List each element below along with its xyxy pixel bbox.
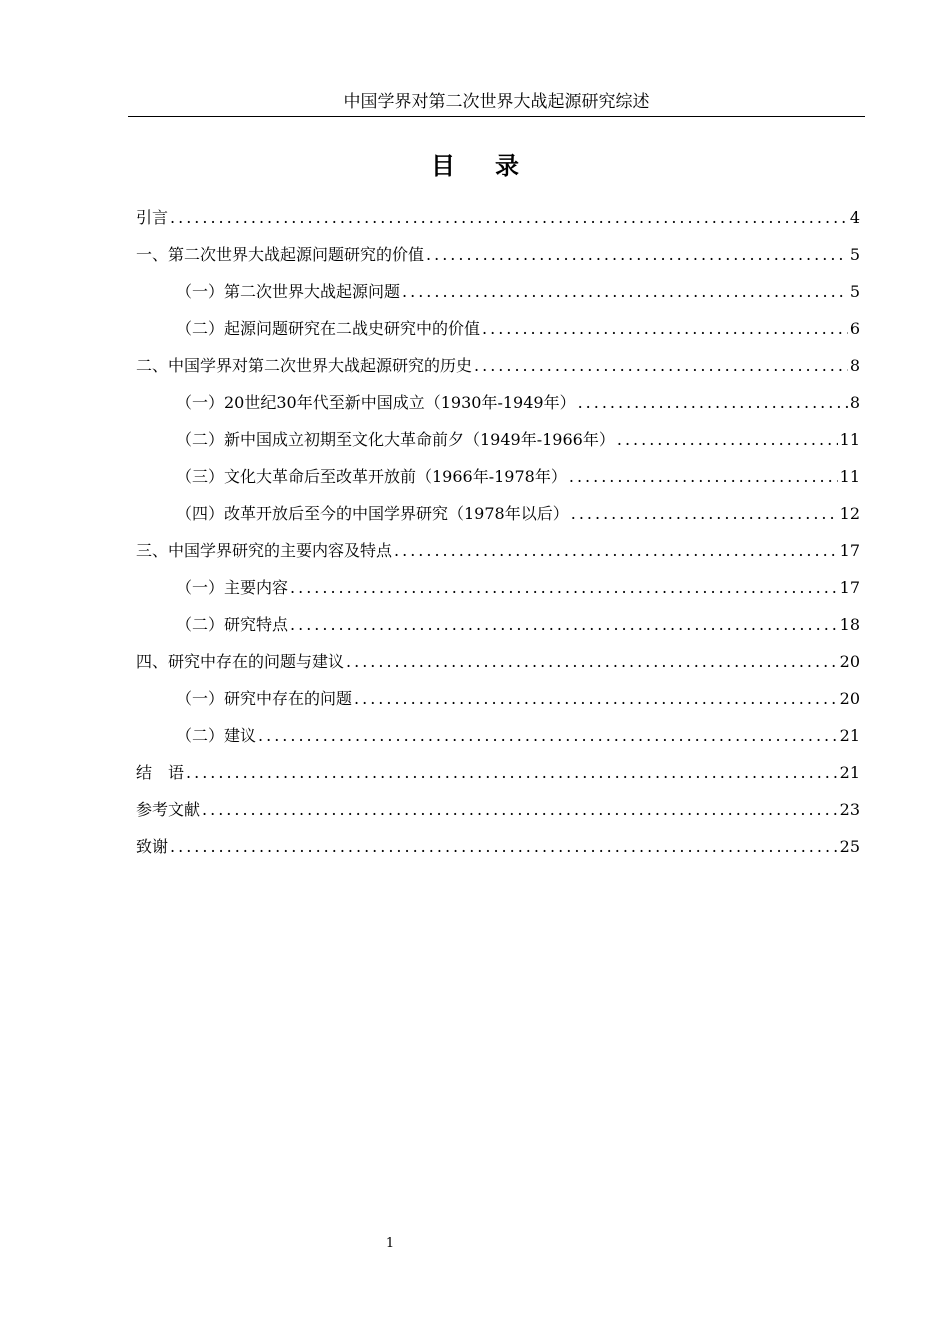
toc-leader-dots <box>474 352 848 380</box>
toc-leader-dots <box>202 796 838 824</box>
toc-subentry[interactable] <box>136 611 860 648</box>
toc-entry-label: 引言 <box>136 208 169 227</box>
toc-entry[interactable] <box>136 537 860 574</box>
toc-leader-dots <box>346 648 838 676</box>
running-title: 中国学界对第二次世界大战起源研究综述 <box>343 92 650 112</box>
toc-entry-label: 四、研究中存在的问题与建议 <box>136 652 345 671</box>
running-header <box>128 90 865 117</box>
toc-entry[interactable] <box>136 796 860 833</box>
toc-subentry[interactable] <box>136 685 860 722</box>
toc-entry-label: 三、中国学界研究的主要内容及特点 <box>136 541 393 560</box>
toc-entry-page: 21 <box>839 763 860 782</box>
toc-entry-label: 参考文献 <box>136 800 201 819</box>
toc-entry-page: 20 <box>839 652 860 671</box>
toc-leader-dots <box>258 722 838 750</box>
toc-entry-label: （四）改革开放后至今的中国学界研究（1978年以后） <box>176 504 569 523</box>
toc-entry-page: 8 <box>849 356 860 375</box>
toc-entry-page: 17 <box>839 578 860 597</box>
toc-title: 目录 <box>431 152 559 180</box>
toc-leader-dots <box>617 426 838 454</box>
toc-entry[interactable] <box>136 241 860 278</box>
toc-entry[interactable] <box>136 648 860 685</box>
toc-leader-dots <box>170 833 838 861</box>
toc-entry-page: 21 <box>839 726 860 745</box>
toc-subentry[interactable] <box>136 426 860 463</box>
toc-entry-label: （一）20世纪30年代至新中国成立（1930年-1949年） <box>176 393 576 412</box>
toc-entry-label: （一）第二次世界大战起源问题 <box>176 282 401 301</box>
toc-subentry[interactable] <box>136 463 860 500</box>
toc-entry-page: 23 <box>839 800 860 819</box>
toc-entry[interactable] <box>136 204 860 241</box>
toc-subentry[interactable] <box>136 722 860 759</box>
toc-entry-label: 一、第二次世界大战起源问题研究的价值 <box>136 245 425 264</box>
toc-leader-dots <box>482 315 848 343</box>
toc-leader-dots <box>426 241 848 269</box>
toc-entry-page: 5 <box>849 245 860 264</box>
toc-leader-dots <box>578 389 848 417</box>
toc-entry-page: 25 <box>839 837 860 856</box>
toc-leader-dots <box>354 685 838 713</box>
toc-entry-label: （一）主要内容 <box>176 578 289 597</box>
toc-subentry[interactable] <box>136 574 860 611</box>
table-of-contents <box>136 204 860 870</box>
toc-entry-label: （一）研究中存在的问题 <box>176 689 353 708</box>
toc-entry-page: 11 <box>839 467 860 486</box>
toc-leader-dots <box>290 611 838 639</box>
page-number: 1 <box>385 1236 395 1251</box>
toc-leader-dots <box>394 537 838 565</box>
toc-entry-page: 6 <box>849 319 860 338</box>
toc-leader-dots <box>290 574 838 602</box>
toc-entry-label: （二）建议 <box>176 726 257 745</box>
toc-entry-page: 20 <box>839 689 860 708</box>
toc-entry-page: 8 <box>849 393 860 412</box>
toc-leader-dots <box>571 500 838 528</box>
toc-entry-page: 4 <box>849 208 860 227</box>
toc-leader-dots <box>186 759 838 787</box>
toc-subentry[interactable] <box>136 278 860 315</box>
toc-entry-page: 12 <box>839 504 860 523</box>
toc-entry-label: （二）研究特点 <box>176 615 289 634</box>
toc-entry-label: 二、中国学界对第二次世界大战起源研究的历史 <box>136 356 473 375</box>
toc-leader-dots <box>402 278 848 306</box>
toc-subentry[interactable] <box>136 389 860 426</box>
toc-leader-dots <box>170 204 848 232</box>
toc-entry[interactable] <box>136 352 860 389</box>
toc-entry-page: 5 <box>849 282 860 301</box>
toc-subentry[interactable] <box>136 500 860 537</box>
toc-entry-label: 致谢 <box>136 837 169 856</box>
toc-entry[interactable] <box>136 833 860 870</box>
toc-entry[interactable] <box>136 759 860 796</box>
toc-entry-page: 18 <box>839 615 860 634</box>
toc-entry-label: 结 语 <box>136 763 185 782</box>
toc-entry-label: （二）起源问题研究在二战史研究中的价值 <box>176 319 481 338</box>
toc-entry-page: 17 <box>839 541 860 560</box>
toc-entry-label: （二）新中国成立初期至文化大革命前夕（1949年-1966年） <box>176 430 615 449</box>
toc-leader-dots <box>569 463 838 491</box>
toc-entry-page: 11 <box>839 430 860 449</box>
toc-subentry[interactable] <box>136 315 860 352</box>
toc-entry-label: （三）文化大革命后至改革开放前（1966年-1978年） <box>176 467 567 486</box>
